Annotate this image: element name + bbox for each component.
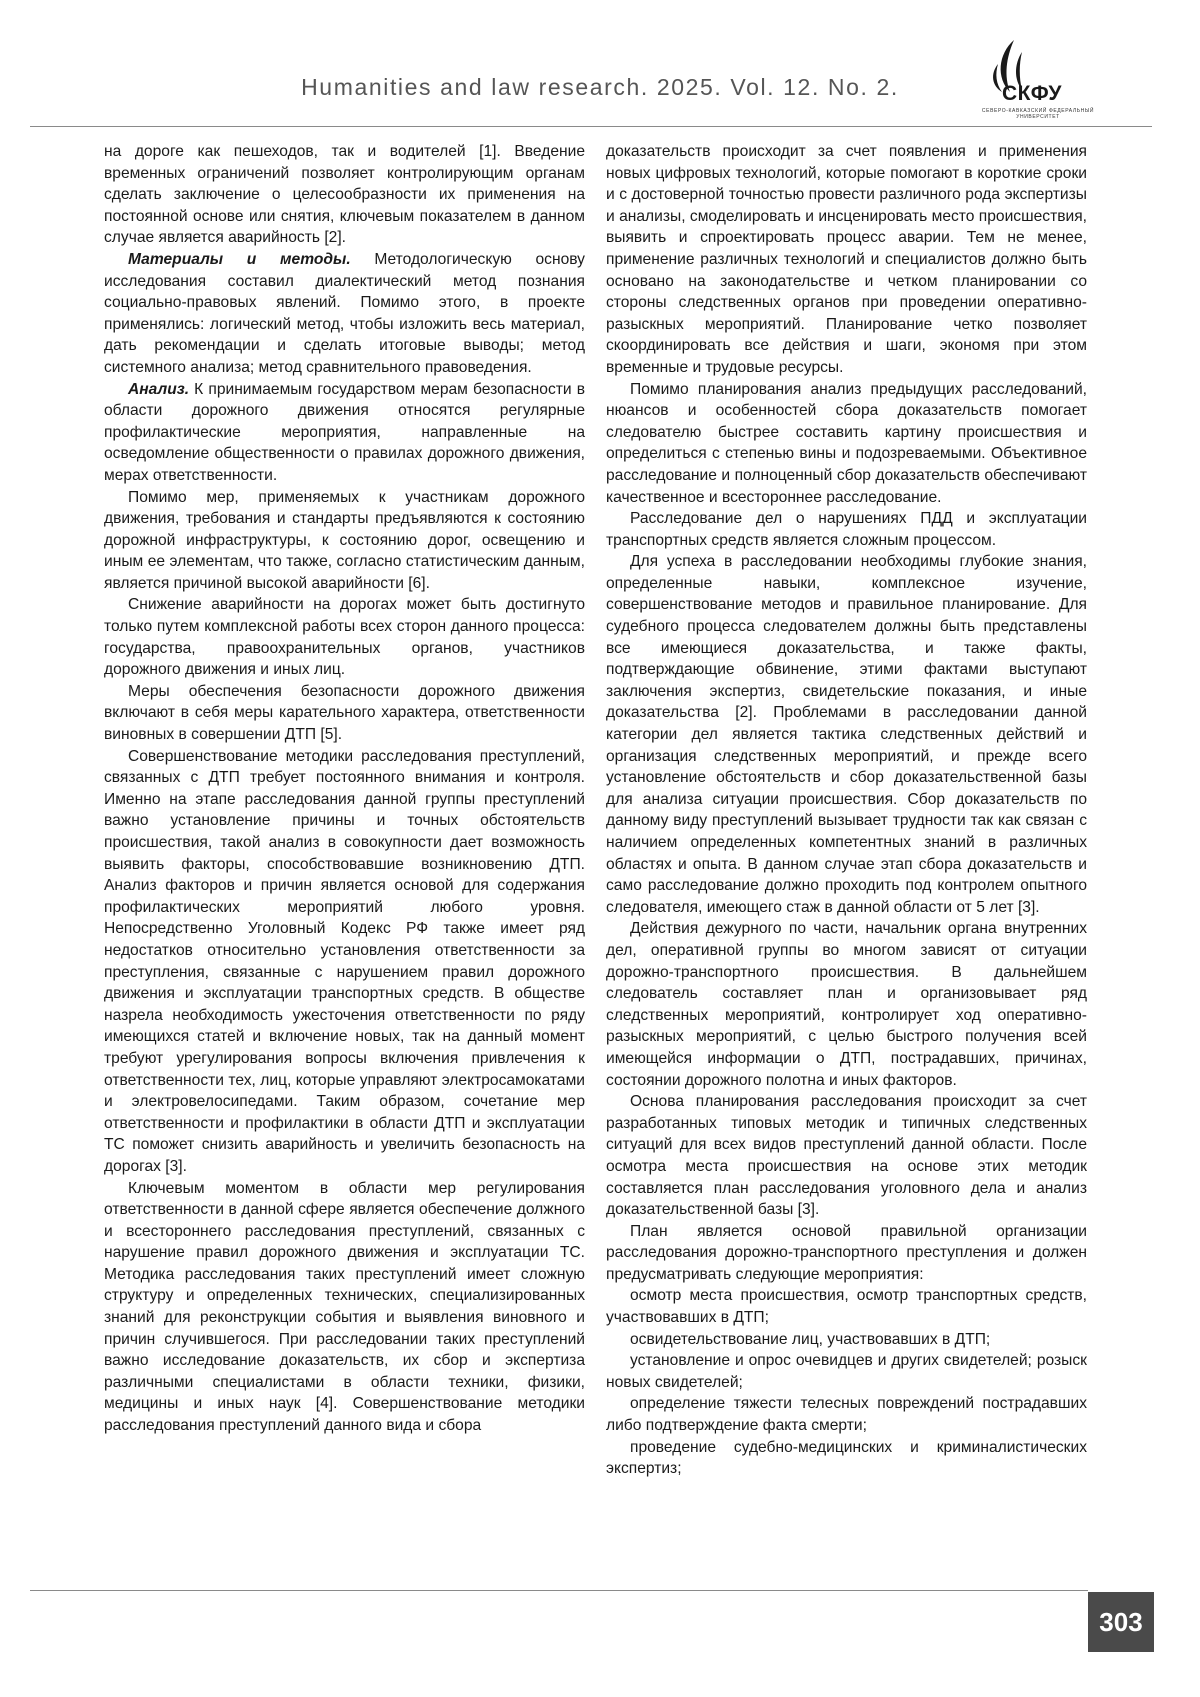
paragraph-text: К принимаемым государством мерам безопасности в области дорожного движения относятся регулярные профилактические мероприятия, направленные на осведомление общественности о правилах дорожного движения, мерах ответственности. [104,380,585,484]
paragraph: Помимо мер, применяемых к участникам дорожного движения, требования и стандарты предъявляются к состоянию дорожной инфраструктуры, к состоянию дорог, освещению и иным ее элементам, что также, согласно статистическим данным, является причиной высокой аварийности [6]. [104,488,585,592]
paragraph: Для успеха в расследовании необходимы глубокие знания, определенные навыки, комплексное изучение, совершенствование методов и правильное планирование. Для судебного процесса следователем должны быть представлены все имеющиеся доказательства, и также факты, подтверждающие обвинение, этими фактами выступают заключения экспертиз, свидетельские показания, и иные доказательства [2]. Проблемами в расследовании данной категории дел является тактика следственных действий и организация следственных мероприятий, и прежде всего установление обстоятельств и сбор доказательственной базы для анализа ситуации происшествия. Сбор доказательств по данному виду преступлений вызывает трудности так как связан с наличием определенных компетентных знаний в различных областях и опыта. В данном случае этап сбора доказательств и само расследование должно проходить под контролем опытного следователя, имеющего стаж в данной области от 5 лет [3]. [606,553,1087,916]
list-item: осмотр места происшествия, осмотр транспортных средств, участвовавших в ДТП; [606,1287,1087,1327]
paragraph: Ключевым моментом в области мер регулирования ответственности в данной сфере является обеспечение должного и всестороннего расследования преступлений, связанных с нарушение правил дорожного движения и эксплуатации ТС. Методика расследования таких преступлений имеет сложную структуру и определенных технических, специализированных знаний для реконструкции события и выявления виновного и причин случившегося. При расследовании таких преступлений важно исследование доказательств, их сбор и экспертиза различными специалистами в области техники, физики, медицины и иных наук [4]. Совершенствование методики расследования преступлений данного вида и сбора [104,1179,585,1435]
paragraph: Помимо планирования анализ предыдущих расследований, нюансов и особенностей сбора доказательств помогает следователю быстрее составить картину происшествия и определиться с степенью вины и подозреваемыми. Объективное расследование и полноценный сбор доказательств обеспечивают качественное и всестороннее расследование. [606,380,1087,506]
paragraph [104,379,585,487]
list-item: установление и опрос очевидцев и других свидетелей; розыск новых свидетелей; [606,1352,1087,1391]
paragraph: доказательств происходит за счет появления и применения новых цифровых технологий, которые помогают в короткие сроки и с достоверной точностью провести различного рода экспертизы и анализы, смоделировать и инсценировать место происшествия, выявить и спроектировать процесс аварии. Тем не менее, применение различных технологий и специалистов должно быть основано на законодательстве и четком планировании со стороны следственных органов при проведении оперативно-разыскных мероприятий. Планирование четко позволяет скоординировать все действия и шаги, экономя при этом временные и трудовые ресурсы. [606,143,1087,376]
paragraph: Снижение аварийности на дорогах может быть достигнуто только путем комплексной работы всех сторон данного процесса: государства, правоохранительных органов, участников дорожного движения и иных лиц. [104,596,585,679]
section-label: Материалы и методы. [128,250,351,268]
paragraph: Действия дежурного по части, начальник органа внутренних дел, оперативной группы во многом зависят от ситуации дорожно-транспортного происшествия. В дальнейшем следователь составляет план и организовывает ряд следственных мероприятий, контролирует ход оперативно-разыскных мероприятий, с целью быстрого получения всей имеющейся информации о ДТП, пострадавших, причинах, состоянии дорожного полотна и иных факторов. [606,920,1087,1089]
logo-subtitle: СЕВЕРО-КАВКАЗСКИЙ ФЕДЕРАЛЬНЫЙ УНИВЕРСИТЕТ [981,108,1095,120]
list-item: проведение судебно-медицинских и криминалистических экспертиз; [606,1438,1087,1478]
page-number: 303 [1088,1592,1154,1652]
right-column [606,141,1087,1480]
paragraph [104,249,585,379]
paragraph: Основа планирования расследования происходит за счет разработанных типовых методик и типичных следственных ситуаций для всех видов преступлений данной области. После осмотра места происшествия на основе этих методик составляется план расследования уголовного дела и анализ доказательственной базы [3]. [606,1093,1087,1219]
footer-divider [30,1590,1088,1591]
paragraph: Совершенствование методики расследования преступлений, связанных с ДТП требует постоянного внимания и контроля. Именно на этапе расследования данной группы преступлений важно установление причины и точных обстоятельств происшествия, такой анализ в совокупности дает возможность выявить факторы, способствовавшие возникновению ДТП. Анализ факторов и причин является основой для содержания профилактических мероприятий любого уровня. Непосредственно Уголовный Кодекс РФ также имеет ряд недостатков относительно установления ответственности за преступления, связанные с нарушением правил дорожного движения и эксплуатации транспортных средств. В обществе назрела необходимость ужесточения ответственности по ряду имеющихся статей и включение новых, так на данный момент требуют урегулирования вопросы включения привлечения к ответственности тех, лиц, которые управляют электросамокатами и электровелосипедами. Таким образом, сочетание мер ответственности и профилактики в области ДТП и эксплуатации ТС поможет снизить аварийность и увеличить безопасность на дорогах [3]. [104,747,585,1175]
logo-text: СКФУ [1002,82,1062,105]
paragraph: на дороге как пешеходов, так и водителей [1]. Введение временных ограничений позволяет контролирующим органам сделать заключение о целесообразности их применения на постоянной основе или снятия, ключевым показателем в данном случае является аварийность [2]. [104,143,585,247]
list-item: освидетельствование лиц, участвовавших в ДТП; [630,1330,991,1348]
header-divider [30,126,1152,127]
section-label: Анализ. [128,380,190,398]
journal-title: Humanities and law research. 2025. Vol. 12. No. 2. [301,74,899,100]
paragraph: Расследование дел о нарушениях ПДД и эксплуатации транспортных средств является сложным процессом. [606,510,1087,549]
left-column [104,141,585,1437]
paragraph: План является основой правильной организации расследования дорожно-транспортного преступления и должен предусматривать следующие мероприятия: [606,1222,1087,1283]
list-item: определение тяжести телесных повреждений пострадавших либо подтверждение факта смерти; [606,1395,1087,1435]
paragraph: Меры обеспечения безопасности дорожного движения включают в себя меры карательного характера, ответственности виновных в совершении ДТП [5]. [104,682,585,744]
paragraph-text: Методологическую основу исследования составил диалектический метод познания социально-правовых явлений. Помимо этого, в проекте применялись: логический метод, чтобы изложить весь материал, дать рекомендации и сделать итоговые выводы; метод системного анализа; метод сравнительного правоведения. [104,250,585,376]
